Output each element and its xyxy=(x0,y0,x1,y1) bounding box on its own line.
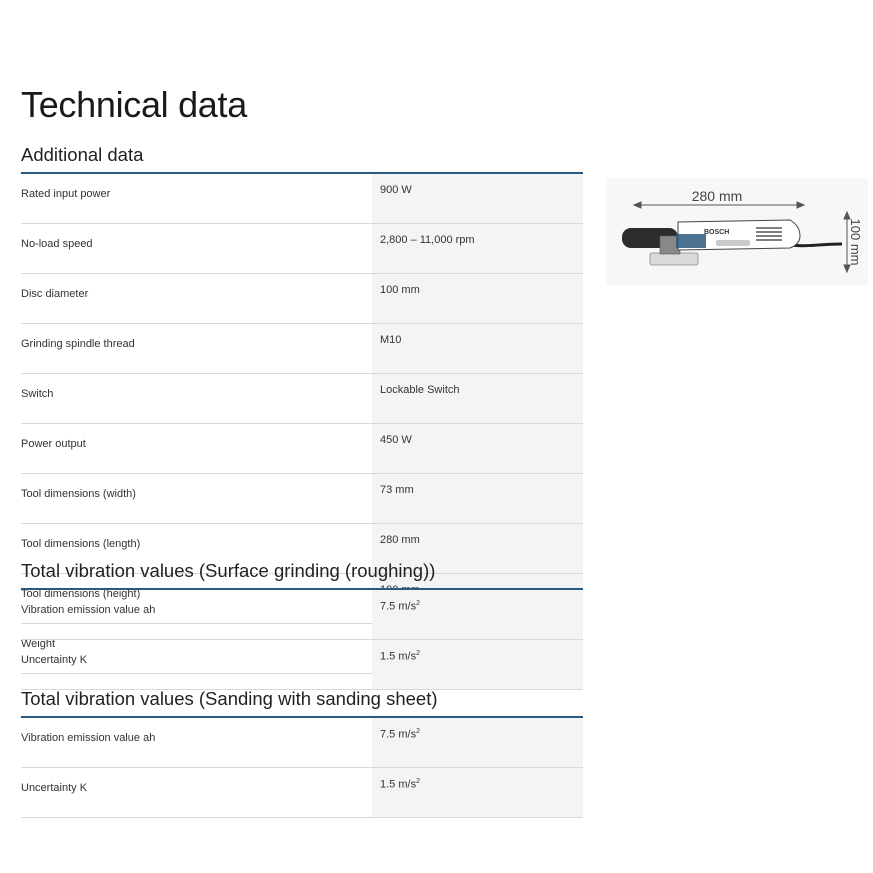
spec-label: No-load speed xyxy=(21,224,372,274)
table-row xyxy=(21,374,583,424)
table-row xyxy=(21,590,583,640)
spec-value: 450 W xyxy=(372,424,583,474)
spec-value-cell xyxy=(372,590,583,640)
vibration-sanding-section xyxy=(21,688,583,818)
spec-label: Uncertainty K xyxy=(21,768,372,818)
spec-value: 1.5 m/s xyxy=(380,650,417,663)
table-row xyxy=(21,640,583,690)
page-title: Technical data xyxy=(21,84,247,125)
spec-label: Tool dimensions (height) xyxy=(21,574,372,624)
spec-table xyxy=(21,590,583,690)
spec-table xyxy=(21,718,583,818)
table-row xyxy=(21,768,583,818)
spec-value: 100 mm xyxy=(372,274,583,324)
table-row xyxy=(21,224,583,274)
spec-value: 7.5 m/s xyxy=(380,600,417,613)
height-label: 100 mm xyxy=(848,218,863,266)
spec-value-cell xyxy=(372,718,583,768)
tool-dimension-figure xyxy=(606,178,868,285)
spec-label: Switch xyxy=(21,374,372,424)
spec-value: 280 mm xyxy=(372,524,583,574)
table-row xyxy=(21,174,583,224)
spec-value: 1.5 m/s xyxy=(380,778,417,791)
spec-label: Uncertainty K xyxy=(21,640,372,690)
spec-value: M10 xyxy=(372,324,583,374)
section-heading: Total vibration values (Sanding with sanding sheet) xyxy=(21,688,583,718)
table-row xyxy=(21,718,583,768)
unit-superscript: 2 xyxy=(416,778,420,785)
spec-value: 7.5 m/s xyxy=(380,728,417,741)
brand-label: BOSCH xyxy=(704,229,730,236)
spec-value: 900 W xyxy=(372,174,583,224)
disc-guard xyxy=(650,253,698,265)
spec-value: 73 mm xyxy=(372,474,583,524)
length-label: 280 mm xyxy=(691,188,743,204)
table-row xyxy=(21,424,583,474)
spec-label: Vibration emission value ah xyxy=(21,590,372,640)
spec-value: Lockable Switch xyxy=(372,374,583,424)
switch-slider xyxy=(716,240,750,246)
spec-value-cell xyxy=(372,768,583,818)
vibration-grinding-section xyxy=(21,560,583,690)
spec-label: Power output xyxy=(21,424,372,474)
spec-label: Tool dimensions (width) xyxy=(21,474,372,524)
spec-value-cell xyxy=(372,640,583,690)
table-row xyxy=(21,474,583,524)
spec-label: Disc diameter xyxy=(21,274,372,324)
angle-grinder-drawing xyxy=(606,178,868,285)
table-row xyxy=(21,324,583,374)
spec-label: Grinding spindle thread xyxy=(21,324,372,374)
spec-label: Tool dimensions (length) xyxy=(21,524,372,574)
section-heading: Additional data xyxy=(21,144,583,174)
spec-value: 2,800 – 11,000 rpm xyxy=(372,224,583,274)
spec-label: Weight xyxy=(21,624,372,674)
unit-superscript: 2 xyxy=(416,650,420,657)
section-heading: Total vibration values (Surface grinding (roughing)) xyxy=(21,560,583,590)
unit-superscript: 2 xyxy=(416,600,420,607)
spec-label: Rated input power xyxy=(21,174,372,224)
spec-label: Vibration emission value ah xyxy=(21,718,372,768)
table-row xyxy=(21,274,583,324)
housing-band xyxy=(676,234,706,248)
unit-superscript: 2 xyxy=(416,728,420,735)
